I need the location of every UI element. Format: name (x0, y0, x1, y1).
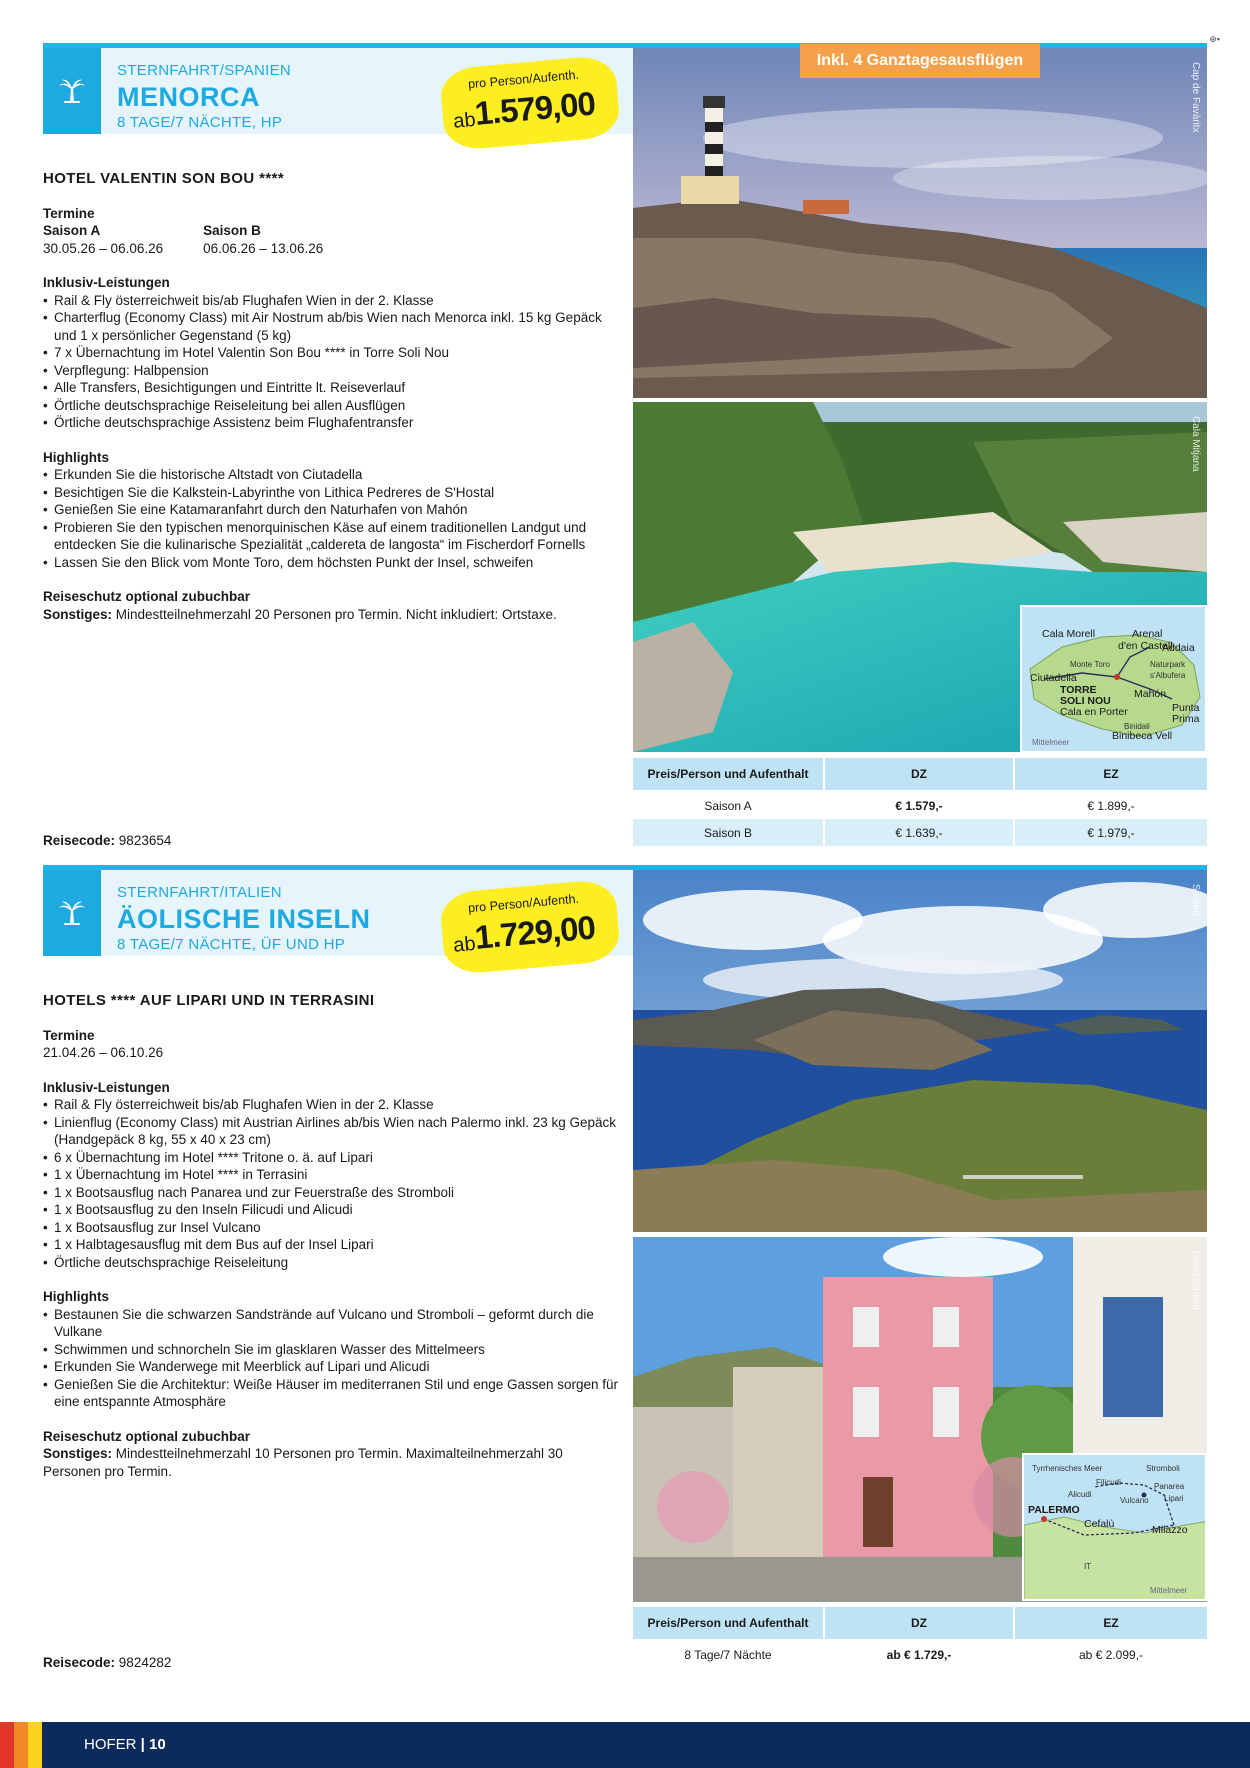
table-header-cell: Preis/Person und Aufenthalt (647, 1616, 809, 1630)
table-cell: ab € 1.729,- (823, 1641, 1013, 1668)
photo-caption: Lipari/Sizilien (1190, 1251, 1201, 1310)
hotel-name: HOTEL VALENTIN SON BOU **** (43, 170, 285, 187)
table-cell: € 1.639,- (823, 819, 1013, 846)
footer-stripe (14, 1722, 28, 1768)
menorca-map (1020, 605, 1207, 753)
table-cell: € 1.979,- (1013, 819, 1207, 846)
photo-lighthouse (633, 48, 1207, 398)
photo-caption: Cap de Favàritx (1190, 62, 1201, 133)
hotel-name: HOTELS **** AUF LIPARI UND IN TERRASINI (43, 992, 375, 1009)
termine-heading: Termine (43, 1027, 95, 1043)
map-label: Tyrrhenisches Meer (1032, 1464, 1103, 1473)
map-label: Vulcano (1120, 1496, 1149, 1505)
page-footer (0, 1722, 1250, 1768)
reisecode-label: Reisecode: (43, 1655, 116, 1670)
list-item: • Besichtigen Sie die Kalkstein-Labyrinthe von Lithica Pedreres de S'Hostal (43, 484, 623, 502)
price-badge (439, 54, 621, 151)
price-table (633, 758, 1207, 846)
map-label: Alicudi (1068, 1490, 1092, 1499)
price-badge-ab: ab (452, 108, 477, 133)
footer-text (84, 1736, 166, 1753)
map-label: Filicudi (1096, 1478, 1121, 1487)
map-label: Mittelmeer (1150, 1586, 1188, 1595)
destination-title: ÄOLISCHE INSELN (117, 904, 371, 934)
reiseschutz-note: Reiseschutz optional zubuchbar (43, 589, 251, 604)
table-cell: € 1.579,- (823, 792, 1013, 819)
reisecode-value: 9824282 (118, 1655, 172, 1670)
list-item: • Erkunden Sie Wanderwege mit Meerblick auf Lipari und Alicudi (43, 1358, 623, 1376)
list-item: • Erkunden Sie die historische Altstadt von Ciutadella (43, 466, 623, 484)
table-cell: € 1.899,- (1013, 792, 1207, 819)
map-label: Lipari (1164, 1494, 1184, 1503)
price-badge (439, 878, 621, 975)
highlights-list (43, 466, 623, 571)
map-label: Naturpark s'Albufera (1150, 660, 1186, 680)
saison-b (203, 222, 323, 257)
list-item: • Genießen Sie die Architektur: Weiße Häuser im mediterranen Stil und enge Gassen sorgen für eine entspannte Atmosphäre (43, 1376, 623, 1411)
map-label: d'en Castell (1118, 640, 1173, 652)
price-badge-value: 1.729,00 (473, 908, 597, 956)
offer-details (43, 992, 623, 1480)
list-item: • 1 x Übernachtung im Hotel **** in Terrasini (43, 1166, 623, 1184)
saison-columns (43, 222, 623, 257)
duration-subtitle: 8 TAGE/7 NÄCHTE, ÜF UND HP (117, 936, 346, 953)
highlights-heading: Highlights (43, 1289, 109, 1304)
sicily-map (1022, 1453, 1207, 1601)
saison-a (43, 222, 163, 257)
price-badge-caption: pro Person/Aufenth. (467, 67, 580, 92)
price-badge-caption: pro Person/Aufenth. (467, 891, 580, 916)
map-label: Binibeca Vell (1112, 730, 1173, 742)
list-item: • Rail & Fly österreichweit bis/ab Flughafen Wien in der 2. Klasse (43, 1096, 623, 1114)
destination-title: MENORCA (117, 82, 260, 112)
table-cell: Saison A (704, 798, 752, 813)
table-header-cell: EZ (1013, 758, 1207, 790)
palm-icon (43, 870, 101, 956)
destination-kicker: STERNFAHRT/ITALIEN (117, 884, 282, 901)
footer-stripe (28, 1722, 42, 1768)
footer-stripe (0, 1722, 14, 1768)
photo-islands (633, 870, 1207, 1232)
sonstiges-note (43, 606, 623, 624)
map-label: Stromboli (1146, 1464, 1180, 1473)
table-header (633, 1607, 1207, 1641)
map-label: Milazzo (1152, 1524, 1188, 1536)
highlights-heading: Highlights (43, 449, 109, 465)
map-label: Mittelmeer (1032, 738, 1070, 747)
map-label: TORRE (1060, 684, 1097, 696)
map-label: Ciutadella (1030, 672, 1077, 684)
map-label: SOLI NOU (1060, 695, 1111, 707)
list-item: • Genießen Sie eine Katamaranfahrt durch den Naturhafen von Mahón (43, 501, 623, 519)
reisecode (43, 833, 171, 848)
destination-kicker: STERNFAHRT/SPANIEN (117, 62, 292, 79)
sonstiges-text: Mindestteilnehmerzahl 20 Personen pro Termin. Nicht inkludiert: Ortstaxe. (115, 606, 557, 622)
offer-details (43, 170, 623, 623)
map-label: Addaia (1162, 642, 1195, 654)
inklusiv-heading: Inklusiv-Leistungen (43, 1079, 170, 1095)
corner-mark: ⊕▪ (1209, 34, 1220, 44)
list-item: • 7 x Übernachtung im Hotel Valentin Son Bou **** in Torre Soli Nou (43, 344, 623, 362)
map-label: IT (1084, 1562, 1092, 1571)
map-label: PALERMO (1028, 1504, 1080, 1516)
list-item: • 6 x Übernachtung im Hotel **** Tritone o. ä. auf Lipari (43, 1149, 623, 1167)
price-badge-ab: ab (452, 932, 477, 957)
list-item: • Schwimmen und schnorcheln Sie im glasklaren Wasser des Mittelmeers (43, 1341, 623, 1359)
highlights-list (43, 1306, 623, 1411)
table-row (633, 1641, 1207, 1668)
list-item: • 1 x Bootsausflug nach Panarea und zur Feuerstraße des Stromboli (43, 1184, 623, 1202)
page-number: 10 (149, 1736, 166, 1753)
palm-icon (43, 48, 101, 134)
map-label: Arenal (1132, 628, 1163, 640)
list-item: • Bestaunen Sie die schwarzen Sandstrände auf Vulcano und Stromboli – geformt durch die Vulkane (43, 1306, 623, 1341)
map-label: Cefalù (1084, 1518, 1115, 1530)
list-item: • 1 x Bootsausflug zu den Inseln Filicudi und Alicudi (43, 1201, 623, 1219)
list-item: • Probieren Sie den typischen menorquinischen Käse auf einem traditionellen Landgut und entdecken Sie die kulinarische Spezialität „caldereta de langosta“ im Fischerdorf Fornells (43, 519, 623, 554)
list-item: • Verpflegung: Halbpension (43, 362, 623, 380)
map-label: Panarea (1154, 1482, 1185, 1491)
list-item: • 1 x Halbtagesausflug mit dem Bus auf der Insel Lipari (43, 1236, 623, 1254)
saison-label: Saison B (203, 223, 261, 238)
list-item: • Örtliche deutschsprachige Assistenz beim Flughafentransfer (43, 414, 623, 432)
table-header-cell: Preis/Person und Aufenthalt (647, 767, 809, 781)
reisecode-value: 9823654 (118, 833, 172, 848)
sonstiges-note (43, 1445, 623, 1480)
table-row (633, 819, 1207, 846)
termine-dates: 21.04.26 – 06.10.26 (43, 1045, 164, 1060)
map-label: Monte Toro (1070, 660, 1110, 669)
saison-dates: 30.05.26 – 06.06.26 (43, 240, 164, 256)
list-item: • Linienflug (Economy Class) mit Austrian Airlines ab/bis Wien nach Palermo inkl. 23 kg Gepäck (Handgepäck 8 kg, 55 x 40 x 23 cm) (43, 1114, 623, 1149)
sonstiges-label: Sonstiges: (43, 606, 113, 622)
termine-heading: Termine (43, 205, 95, 221)
photo-caption: Cala Mitjana (1190, 416, 1201, 472)
photo-caption: Sizilien (1190, 884, 1201, 916)
footer-separator: | (140, 1736, 145, 1753)
price-table (633, 1607, 1207, 1668)
list-item: • Örtliche deutschsprachige Reiseleitung bei allen Ausflügen (43, 397, 623, 415)
list-item: • Lassen Sie den Blick vom Monte Toro, dem höchsten Punkt der Insel, schweifen (43, 554, 623, 572)
table-row (633, 792, 1207, 819)
sonstiges-label: Sonstiges: (43, 1446, 113, 1461)
promo-banner: Inkl. 4 Ganztagesausflügen (800, 44, 1040, 78)
table-cell: 8 Tage/7 Nächte (684, 1647, 772, 1662)
table-cell: ab € 2.099,- (1013, 1641, 1207, 1668)
saison-dates: 06.06.26 – 13.06.26 (203, 240, 324, 256)
reiseschutz-note: Reiseschutz optional zubuchbar (43, 1428, 251, 1444)
reisecode-label: Reisecode: (43, 833, 116, 848)
list-item: • Alle Transfers, Besichtigungen und Eintritte lt. Reiseverlauf (43, 379, 623, 397)
list-item: • 1 x Bootsausflug zur Insel Vulcano (43, 1219, 623, 1237)
map-label: Binidali (1124, 722, 1150, 731)
table-header-cell: DZ (823, 1607, 1013, 1639)
inklusiv-list (43, 292, 623, 432)
table-header-cell: DZ (823, 758, 1013, 790)
list-item: • Charterflug (Economy Class) mit Air Nostrum ab/bis Wien nach Menorca inkl. 15 kg Gepäck und 1 x persönlicher Gegenstand (5 kg) (43, 309, 623, 344)
map-label: Cala Morell (1042, 628, 1096, 640)
map-label: Mahón (1134, 688, 1167, 700)
map-label: Punta Prima (1172, 702, 1200, 725)
saison-label: Saison A (43, 223, 101, 238)
footer-brand: HOFER (84, 1736, 137, 1753)
table-header-cell: EZ (1013, 1607, 1207, 1639)
reisecode (43, 1655, 171, 1670)
sonstiges-text: Mindestteilnehmerzahl 10 Personen pro Termin. Maximalteilnehmerzahl 30 Personen pro Termin. (43, 1446, 563, 1479)
table-cell: Saison B (703, 825, 753, 840)
list-item: • Örtliche deutschsprachige Reiseleitung (43, 1254, 623, 1272)
table-header (633, 758, 1207, 792)
inklusiv-list (43, 1096, 623, 1271)
map-label: Cala en Porter (1060, 706, 1128, 718)
list-item: • Rail & Fly österreichweit bis/ab Flughafen Wien in der 2. Klasse (43, 292, 623, 310)
price-badge-value: 1.579,00 (473, 84, 597, 132)
duration-subtitle: 8 TAGE/7 NÄCHTE, HP (117, 114, 283, 131)
inklusiv-heading: Inklusiv-Leistungen (43, 275, 170, 290)
